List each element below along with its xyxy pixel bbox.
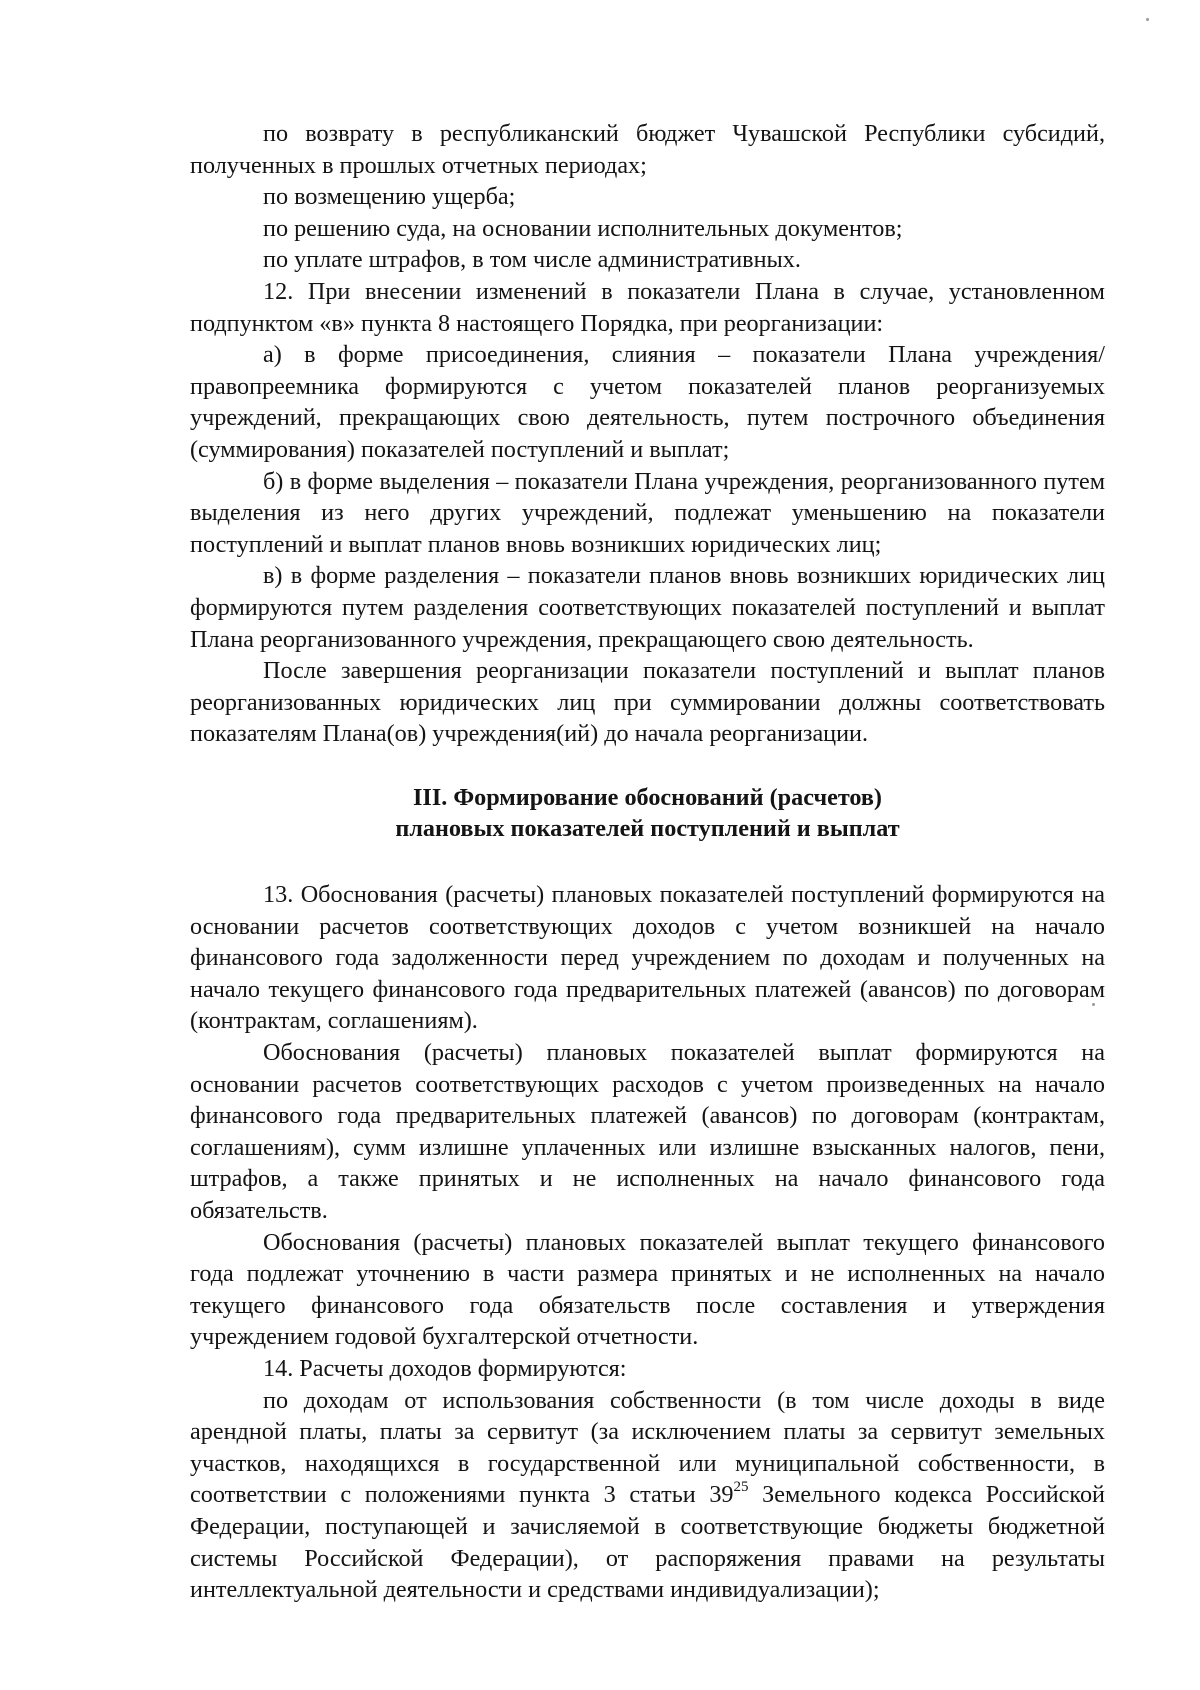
document-body: [190, 118, 1105, 1606]
scan-speck: [1146, 18, 1149, 21]
paragraph-text: Земельного кодекса Российской Федерации, поступающей и зачисляемой в соответствующие бюджеты бюджетной системы Российской Федерации), от распоряжения правами на результаты интеллектуальной деятельности и средствами индивидуализации);: [190, 1481, 1105, 1604]
paragraph-with-footnote: [190, 1385, 1105, 1606]
paragraph: а) в форме присоединения, слияния – показатели Плана учреждения/правопреемника формируются с учетом показателей планов реорганизуемых учреждений, прекращающих свою деятельность, путем построчного объединения (суммирования) показателей поступлений и выплат;: [190, 341, 1105, 463]
paragraph: по возмещению ущерба;: [263, 183, 516, 211]
section-heading-line-1: III. Формирование обоснований (расчетов): [413, 783, 882, 811]
paragraph: по решению суда, на основании исполнительных документов;: [263, 214, 903, 242]
paragraph: по возврату в республиканский бюджет Чувашской Республики субсидий, полученных в прошлых отчетных периодах;: [190, 120, 1105, 179]
paragraph: по уплате штрафов, в том числе административных.: [263, 246, 801, 274]
paragraph: в) в форме разделения – показатели планов вновь возникших юридических лиц формируются путем разделения соответствующих показателей поступлений и выплат Плана реорганизованного учреждения, прекращающего свою деятельность.: [190, 562, 1105, 653]
section-heading: [190, 782, 1105, 845]
paragraph: После завершения реорганизации показатели поступлений и выплат планов реорганизованных юридических лиц при суммировании должны соответствовать показателям Плана(ов) учреждения(ий) до начала реорганизации.: [190, 657, 1105, 748]
superscript: 25: [733, 1479, 749, 1496]
paragraph: 14. Расчеты доходов формируются:: [263, 1354, 627, 1382]
paragraph: Обоснования (расчеты) плановых показателей выплат формируются на основании расчетов соответствующих расходов с учетом произведенных на начало финансового года предварительных платежей (авансов) по договорам (контрактам, соглашениям), сумм излишне уплаченных или излишне взысканных налогов, пени, штрафов, а также принятых и не исполненных на начало финансового года обязательств.: [190, 1039, 1105, 1224]
paragraph-text: по доходам от использования собственности (в том числе доходы в виде арендной платы, платы за сервитут (за исключением платы за сервитут земельных участков, находящихся в государственной или муниципальной собственности, в соответствии с положениями пункта 3 статьи 39: [190, 1386, 1105, 1509]
paragraph: 12. При внесении изменений в показатели Плана в случае, установленном подпунктом «в» пункта 8 настоящего Порядка, при реорганизации:: [190, 277, 1105, 337]
paragraph: 13. Обоснования (расчеты) плановых показателей поступлений формируются на основании расчетов соответствующих доходов с учетом возникшей на начало финансового года задолженности перед учреждением по доходам и полученных на начало текущего финансового года предварительных платежей (авансов) по договорам (контрактам, соглашениям).: [190, 881, 1105, 1035]
paragraph: Обоснования (расчеты) плановых показателей выплат текущего финансового года подлежат уточнению в части размера принятых и не исполненных на начало текущего финансового года обязательств после составления и утверждения учреждением годовой бухгалтерской отчетности.: [190, 1228, 1105, 1351]
section-heading-line-2: плановых показателей поступлений и выплат: [395, 815, 900, 843]
paragraph: б) в форме выделения – показатели Плана учреждения, реорганизованного путем выделения из него других учреждений, подлежат уменьшению на показатели поступлений и выплат планов вновь возникших юридических лиц;: [190, 467, 1105, 558]
